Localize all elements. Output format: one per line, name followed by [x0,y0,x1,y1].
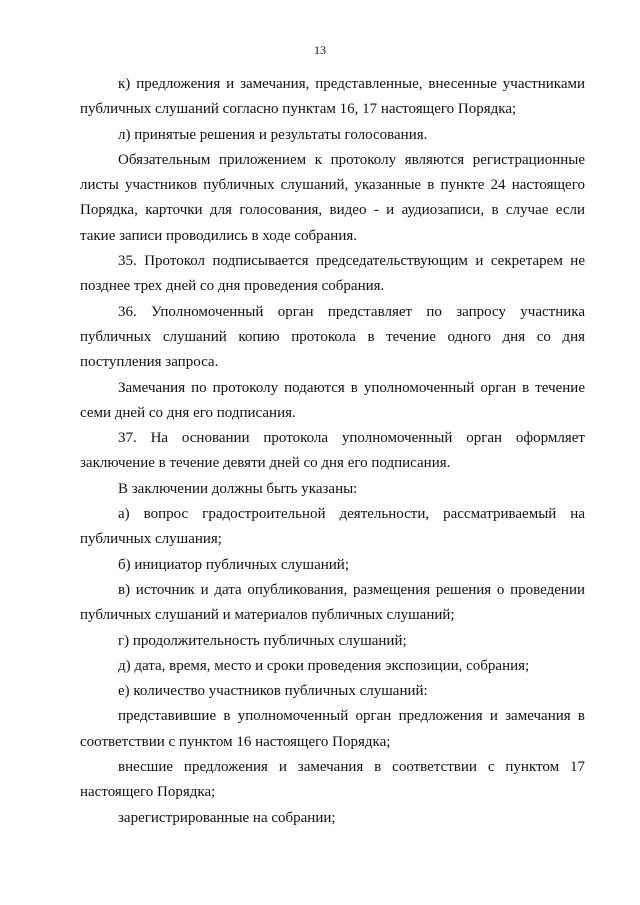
paragraph-item-k: к) предложения и замечания, представленные, внесенные участниками публичных слушаний согласно пунктам 16, 17 настоящего Порядка; [80,76,585,118]
paragraph-protocol-remarks: Замечания по протоколу подаются в уполномоченный орган в течение семи дней со дня его подписания. [80,379,585,421]
paragraph-protocol-attachments: Обязательным приложением к протоколу являются регистрационные листы участников публичных слушаний, указанные в пункте 24 настоящего Порядка, карточки для голосования, видео - и аудиозаписи, в случае если такие записи проводились в ходе собрания. [80,151,585,244]
paragraph-participants-registered: зарегистрированные на собрании; [118,809,336,826]
document-body [80,72,585,831]
paragraph-participants-introduced: внесшие предложения и замечания в соответствии с пунктом 17 настоящего Порядка; [80,759,585,801]
page-number: 13 [314,43,326,57]
paragraph-item-e: е) количество участников публичных слушаний: [118,683,428,700]
paragraph-conclusion-intro: В заключении должны быть указаны: [118,480,358,497]
paragraph-item-a: а) вопрос градостроительной деятельности, рассматриваемый на публичных слушания; [80,506,585,548]
paragraph-item-d: д) дата, время, место и сроки проведения экспозиции, собрания; [118,657,530,674]
paragraph-clause-37: 37. На основании протокола уполномоченный орган оформляет заключение в течение девяти дней со дня его подписания. [80,430,585,472]
paragraph-clause-35: 35. Протокол подписывается председательствующим и секретарем не позднее трех дней со дня проведения собрания. [80,253,585,295]
paragraph-clause-36: 36. Уполномоченный орган представляет по запросу участника публичных слушаний копию протокола в течение одного дня со дня поступления запроса. [80,303,585,371]
paragraph-item-v: в) источник и дата опубликования, размещения решения о проведении публичных слушаний и материалов публичных слушаний; [80,581,585,624]
paragraph-item-b: б) инициатор публичных слушаний; [118,556,349,573]
paragraph-item-g: г) продолжительность публичных слушаний; [118,632,407,649]
paragraph-item-l: л) принятые решения и результаты голосования. [118,126,428,143]
paragraph-participants-submitted: представившие в уполномоченный орган предложения и замечания в соответствии с пунктом 16 настоящего Порядка; [80,708,585,750]
